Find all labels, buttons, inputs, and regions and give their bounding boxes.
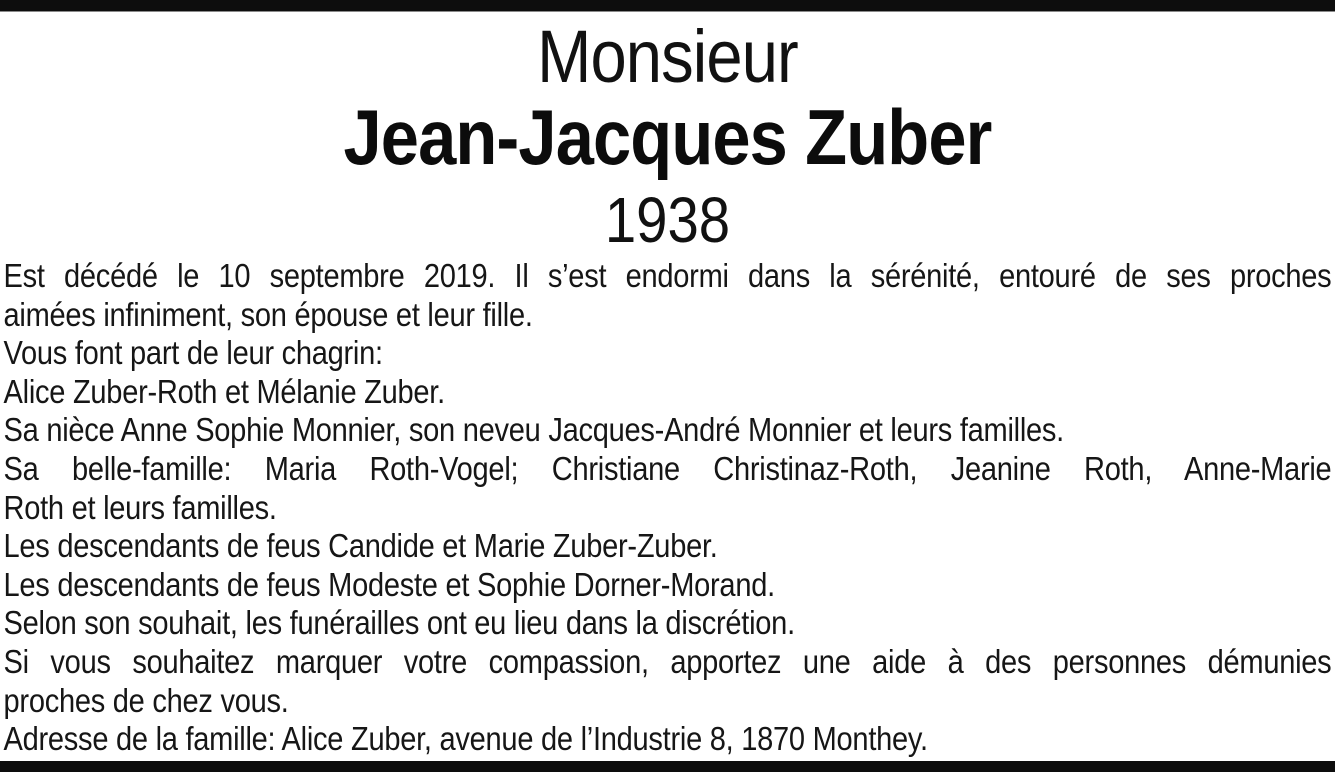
title-prefix: Monsieur bbox=[537, 15, 798, 98]
body-line: Roth et leurs familles. bbox=[3, 488, 277, 526]
birth-year: 1938 bbox=[604, 184, 731, 256]
body-line: Alice Zuber-Roth et Mélanie Zuber. bbox=[3, 372, 445, 410]
notice-page bbox=[0, 11, 1335, 759]
body-line: aimées infiniment, son épouse et leur fille. bbox=[3, 295, 533, 333]
body-line: Les descendants de feus Modeste et Sophie Dorner-Morand. bbox=[3, 565, 775, 603]
deceased-name: Jean-Jacques Zuber bbox=[343, 93, 992, 181]
body-line: Les descendants de feus Candide et Marie Zuber-Zuber. bbox=[3, 527, 718, 565]
body-line: Sa nièce Anne Sophie Monnier, son neveu Jacques-André Monnier et leurs familles. bbox=[3, 411, 1064, 449]
body-line: Est décédé le 10 septembre 2019. Il s’est endormi dans la sérénité, entouré de ses proches bbox=[3, 257, 1332, 294]
notice-heading bbox=[0, 15, 1335, 256]
body-line: Si vous souhaitez marquer votre compassion, apportez une aide à des personnes démunies bbox=[3, 642, 1332, 680]
body-line: Selon son souhait, les funérailles ont eu lieu dans la discrétion. bbox=[3, 604, 795, 642]
body-line: proches de chez vous. bbox=[3, 681, 289, 719]
notice-body bbox=[0, 257, 1335, 759]
bottom-rule bbox=[0, 761, 1335, 772]
body-line: Sa belle-famille: Maria Roth-Vogel; Christiane Christinaz-Roth, Jeanine Roth, Anne-Marie bbox=[3, 449, 1332, 487]
body-line: Vous font part de leur chagrin: bbox=[3, 334, 383, 372]
body-line: Adresse de la famille: Alice Zuber, avenue de l’Industrie 8, 1870 Monthey. bbox=[3, 720, 928, 758]
